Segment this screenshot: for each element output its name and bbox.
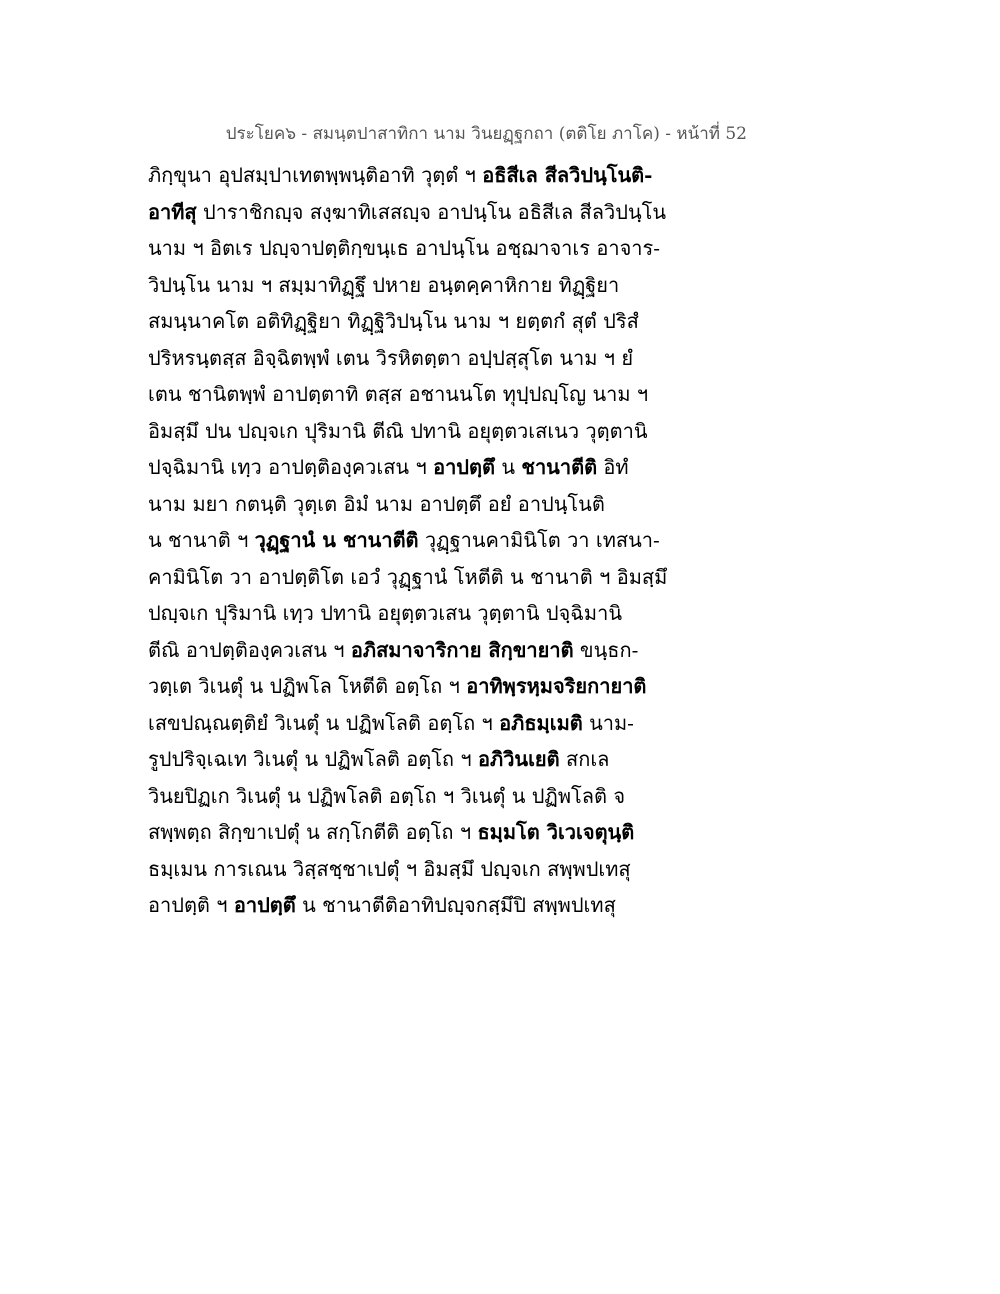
bold-term: อาปตฺตึ [433, 455, 495, 479]
text-segment: ปญฺจเก ปุริมานิ เทฺว ปทานิ อยุตฺตวเสน วุตฺตานิ ปจฺฉิมานิ [148, 601, 622, 625]
text-segment: ปจฺฉิมานิ เทฺว อาปตฺติองฺควเสน ฯ [148, 455, 434, 479]
bold-term: อาทิพฺรหฺมจริยกายาติ [466, 674, 647, 698]
text-segment: เตน ชานิตพฺพํ อาปตฺตาทิ ตสฺส อชานนโต ทุปฺปญฺโญ นาม ฯ [148, 382, 649, 406]
text-line [148, 157, 708, 194]
text-segment: เสขปณฺณตฺติยํ วิเนตุํ น ปฏิพโลติ อตฺโถ ฯ [148, 710, 500, 735]
text-line [148, 340, 708, 377]
text-segment: ภิกฺขุนา อุปสมฺปาเทตพฺพนฺติอาทิ วุตฺตํ ฯ [148, 163, 483, 187]
text-segment: ตีณิ อาปตฺติองฺควเสน ฯ [148, 637, 351, 662]
body-text [148, 157, 708, 924]
text-line [148, 376, 708, 413]
text-segment: สมนฺนาคโต อติทิฏฺฐิยา ทิฏฺฐิวิปนฺโน นาม ฯ ยตฺตกํ สุตํ ปริสํ [148, 309, 639, 333]
text-segment: อาปตฺติ ฯ [148, 893, 234, 917]
text-segment: อิทํ [597, 455, 629, 479]
text-segment: วินยปิฏเก วิเนตุํ น ปฏิพโลติ อตฺโถ ฯ วิเนตุํ น ปฏิพโลติ จ [148, 783, 626, 808]
text-segment: รูปปริจฺเฉเท วิเนตุํ น ปฏิพโลติ อตฺโถ ฯ [148, 747, 478, 771]
text-line [148, 632, 708, 669]
text-segment: นาม มยา กตนฺติ วุตฺเต อิมํ นาม อาปตฺตึ อยํ อาปนฺโนติ [148, 491, 605, 516]
bold-term: ชานาตีติ [521, 455, 598, 479]
text-line [148, 303, 708, 340]
text-segment: นาม ฯ อิตเร ปญฺจาปตฺติกฺขนฺเธ อาปนฺโน อชฺฌาจาเร อาจาร- [148, 236, 661, 260]
bold-term: อภิธมฺเมติ [499, 710, 583, 735]
text-segment: น [494, 455, 522, 479]
text-segment: ธมฺเมน การเณน วิสฺสชฺชาเปตุํ ฯ อิมสฺมึ ปญฺจเก สพฺพปเทสุ [148, 856, 631, 881]
text-segment: น ชานาตีติอาทิปญฺจกสฺมึปิ สพฺพปเทสุ [295, 893, 616, 917]
text-line [148, 595, 708, 632]
text-segment: วุฏฺฐานคามินิโต วา เทสนา- [418, 528, 660, 552]
bold-term: วุฏฺฐานํ น ชานาตีติ [254, 528, 419, 552]
text-line [148, 887, 708, 924]
text-line [148, 486, 708, 523]
text-segment: วิปนฺโน นาม ฯ สมฺมาทิฏฺฐึ ปหาย อนฺตคฺคาหิกาย ทิฏฺฐิยา [148, 272, 620, 297]
text-segment: น ชานาติ ฯ [148, 528, 255, 552]
text-line [148, 449, 708, 486]
text-segment: ปริหรนฺตสฺส อิจฺฉิตพฺพํ เตน วิรหิตตฺตา อปฺปสฺสุโต นาม ฯ ยํ [148, 345, 634, 370]
text-segment: สกเล [559, 747, 610, 771]
text-segment: สพฺพตฺถ สิกฺขาเปตุํ น สกฺโกตีติ อตฺโถ ฯ [148, 820, 478, 844]
text-line [148, 230, 708, 267]
text-segment: อิมสฺมึ ปน ปญฺจเก ปุริมานิ ตีณิ ปทานิ อยุตฺตวเสเนว วุตฺตานิ [148, 418, 648, 443]
bold-term: อภิวินเยติ [478, 747, 560, 771]
text-line [148, 741, 708, 778]
text-line [148, 814, 708, 851]
text-segment: วตฺเต วิเนตุํ น ปฏิพโล โหตีติ อตฺโถ ฯ [148, 674, 467, 698]
text-line [148, 851, 708, 888]
bold-term: อธิสีเล สีลวิปนฺโนติ- [482, 163, 653, 187]
bold-term: ธมฺมโต วิเวเจตุนฺติ [477, 820, 635, 844]
text-line [148, 413, 708, 450]
text-line [148, 668, 708, 705]
text-segment: คามินิโต วา อาปตฺติโต เอวํ วุฏฺฐานํ โหตีติ น ชานาติ ฯ อิมสฺมึ [148, 564, 668, 589]
text-segment: ปาราชิกญฺจ สงฺฆาทิเสสญฺจ อาปนฺโน อธิสีเล สีลวิปนฺโน [196, 199, 667, 224]
text-line [148, 522, 708, 559]
text-line [148, 559, 708, 596]
text-line [148, 705, 708, 742]
text-segment: ขนฺธก- [573, 637, 639, 662]
text-line [148, 778, 708, 815]
bold-term: อภิสมาจาริกาย สิกฺขายาติ [350, 637, 574, 662]
text-segment: นาม- [582, 710, 634, 735]
text-line [148, 194, 708, 231]
bold-term: อาปตฺตึ [233, 893, 296, 917]
bold-term: อาทีสุ [148, 199, 197, 224]
page-header: ประโยค๖ - สมนฺตปาสาทิกา นาม วินยฏฺฐกถา (ตติโย ภาโค) - หน้าที่ 52 [225, 124, 747, 144]
text-line [148, 267, 708, 304]
